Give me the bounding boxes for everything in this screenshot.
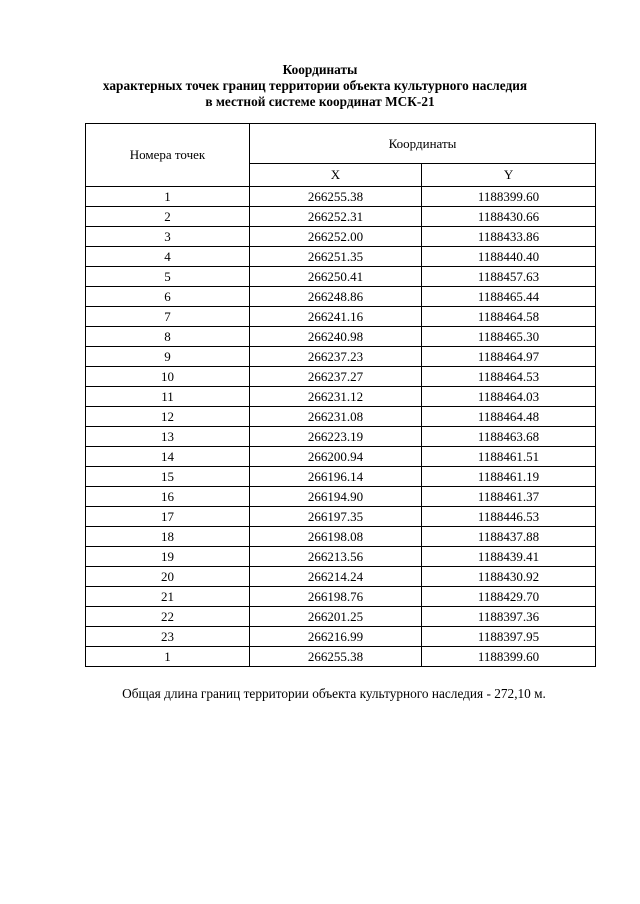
x-coordinate-cell: 266213.56: [250, 547, 422, 567]
x-coordinate-cell: 266216.99: [250, 627, 422, 647]
x-coordinate-cell: 266255.38: [250, 647, 422, 667]
x-coordinate-cell: 266198.08: [250, 527, 422, 547]
table-row: [86, 207, 596, 227]
point-number-cell: 8: [86, 327, 250, 347]
x-coordinate-cell: 266255.38: [250, 187, 422, 207]
table-row: [86, 347, 596, 367]
table-row: [86, 267, 596, 287]
y-coordinate-cell: 1188461.37: [422, 487, 596, 507]
x-coordinate-cell: 266200.94: [250, 447, 422, 467]
table-row: [86, 467, 596, 487]
coordinates-table: [85, 123, 596, 667]
x-coordinate-cell: 266237.27: [250, 367, 422, 387]
table-row: [86, 327, 596, 347]
y-coordinate-cell: 1188464.58: [422, 307, 596, 327]
table-row: [86, 367, 596, 387]
y-coordinate-cell: 1188397.95: [422, 627, 596, 647]
x-coordinate-cell: 266248.86: [250, 287, 422, 307]
header-y: Y: [422, 164, 596, 187]
table-row: [86, 307, 596, 327]
table-row: [86, 507, 596, 527]
y-coordinate-cell: 1188464.53: [422, 367, 596, 387]
point-number-cell: 4: [86, 247, 250, 267]
point-number-cell: 10: [86, 367, 250, 387]
document-title: [0, 62, 640, 110]
y-coordinate-cell: 1188439.41: [422, 547, 596, 567]
table-row: [86, 447, 596, 467]
header-x: X: [250, 164, 422, 187]
point-number-cell: 15: [86, 467, 250, 487]
x-coordinate-cell: 266240.98: [250, 327, 422, 347]
y-coordinate-cell: 1188399.60: [422, 647, 596, 667]
y-coordinate-cell: 1188433.86: [422, 227, 596, 247]
total-length-note: Общая длина границ территории объекта культурного наследия - 272,10 м.: [122, 686, 546, 701]
title-line-1: Координаты: [282, 62, 358, 77]
y-coordinate-cell: 1188446.53: [422, 507, 596, 527]
x-coordinate-cell: 266231.08: [250, 407, 422, 427]
table-row: [86, 547, 596, 567]
x-coordinate-cell: 266223.19: [250, 427, 422, 447]
point-number-cell: 7: [86, 307, 250, 327]
table-row: [86, 407, 596, 427]
y-coordinate-cell: 1188465.30: [422, 327, 596, 347]
point-number-cell: 2: [86, 207, 250, 227]
point-number-cell: 5: [86, 267, 250, 287]
y-coordinate-cell: 1188464.97: [422, 347, 596, 367]
point-number-cell: 20: [86, 567, 250, 587]
point-number-cell: 3: [86, 227, 250, 247]
y-coordinate-cell: 1188464.48: [422, 407, 596, 427]
x-coordinate-cell: 266198.76: [250, 587, 422, 607]
table-row: [86, 247, 596, 267]
title-line-3: в местной системе координат МСК-21: [205, 94, 435, 109]
x-coordinate-cell: 266194.90: [250, 487, 422, 507]
x-coordinate-cell: 266252.00: [250, 227, 422, 247]
table-row: [86, 627, 596, 647]
point-number-cell: 18: [86, 527, 250, 547]
y-coordinate-cell: 1188429.70: [422, 587, 596, 607]
table-row: [86, 487, 596, 507]
header-coordinates: Координаты: [250, 124, 596, 164]
y-coordinate-cell: 1188465.44: [422, 287, 596, 307]
table-row: [86, 607, 596, 627]
point-number-cell: 6: [86, 287, 250, 307]
table-row: [86, 287, 596, 307]
y-coordinate-cell: 1188464.03: [422, 387, 596, 407]
x-coordinate-cell: 266197.35: [250, 507, 422, 527]
point-number-cell: 11: [86, 387, 250, 407]
point-number-cell: 21: [86, 587, 250, 607]
y-coordinate-cell: 1188457.63: [422, 267, 596, 287]
y-coordinate-cell: 1188461.19: [422, 467, 596, 487]
x-coordinate-cell: 266241.16: [250, 307, 422, 327]
x-coordinate-cell: 266250.41: [250, 267, 422, 287]
y-coordinate-cell: 1188463.68: [422, 427, 596, 447]
point-number-cell: 12: [86, 407, 250, 427]
y-coordinate-cell: 1188399.60: [422, 187, 596, 207]
table-row: [86, 567, 596, 587]
x-coordinate-cell: 266252.31: [250, 207, 422, 227]
point-number-cell: 19: [86, 547, 250, 567]
header-point-numbers: Номера точек: [86, 124, 250, 187]
table-row: [86, 647, 596, 667]
x-coordinate-cell: 266214.24: [250, 567, 422, 587]
table-body: [86, 187, 596, 667]
y-coordinate-cell: 1188430.92: [422, 567, 596, 587]
title-line-2: характерных точек границ территории объекта культурного наследия: [102, 78, 528, 93]
point-number-cell: 9: [86, 347, 250, 367]
y-coordinate-cell: 1188397.36: [422, 607, 596, 627]
x-coordinate-cell: 266237.23: [250, 347, 422, 367]
y-coordinate-cell: 1188461.51: [422, 447, 596, 467]
table-row: [86, 587, 596, 607]
y-coordinate-cell: 1188440.40: [422, 247, 596, 267]
x-coordinate-cell: 266231.12: [250, 387, 422, 407]
y-coordinate-cell: 1188437.88: [422, 527, 596, 547]
point-number-cell: 16: [86, 487, 250, 507]
table-row: [86, 427, 596, 447]
x-coordinate-cell: 266201.25: [250, 607, 422, 627]
table-row: [86, 187, 596, 207]
table-row: [86, 387, 596, 407]
point-number-cell: 14: [86, 447, 250, 467]
y-coordinate-cell: 1188430.66: [422, 207, 596, 227]
table-row: [86, 527, 596, 547]
point-number-cell: 22: [86, 607, 250, 627]
point-number-cell: 13: [86, 427, 250, 447]
x-coordinate-cell: 266251.35: [250, 247, 422, 267]
point-number-cell: 17: [86, 507, 250, 527]
point-number-cell: 1: [86, 187, 250, 207]
x-coordinate-cell: 266196.14: [250, 467, 422, 487]
table-row: [86, 227, 596, 247]
point-number-cell: 1: [86, 647, 250, 667]
point-number-cell: 23: [86, 627, 250, 647]
